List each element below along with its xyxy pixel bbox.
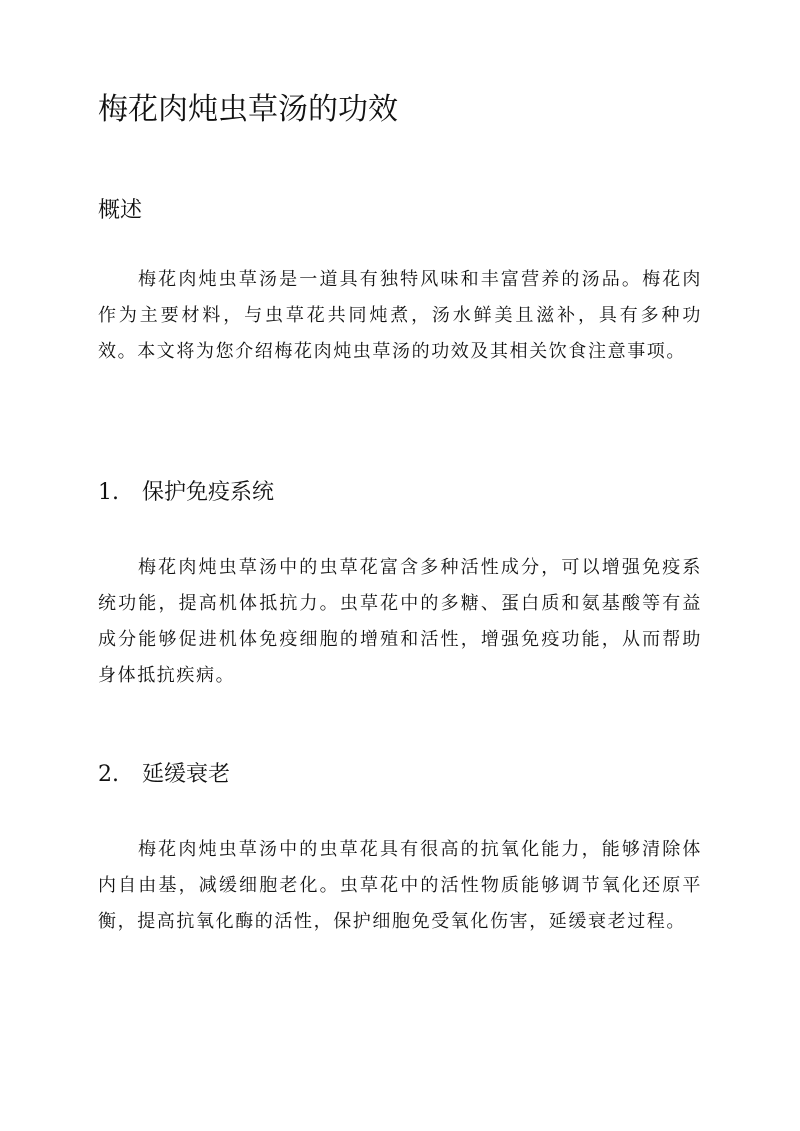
section-2-number: 2. bbox=[98, 762, 119, 787]
document-title: 梅花肉炖虫草汤的功效 bbox=[98, 92, 398, 127]
section-2-heading bbox=[98, 762, 230, 788]
section-2-paragraph: 梅花肉炖虫草汤中的虫草花具有很高的抗氧化能力，能够清除体内自由基，减缓细胞老化。虫草花中的活性物质能够调节氧化还原平衡，提高抗氧化酶的活性，保护细胞免受氧化伤害，延缓衰老过程。 bbox=[98, 839, 702, 932]
section-1-number: 1. bbox=[98, 480, 119, 505]
section-1-title: 保护免疫系统 bbox=[142, 480, 275, 505]
section-1-heading bbox=[98, 480, 274, 506]
overview-heading: 概述 bbox=[98, 198, 143, 223]
section-2-title: 延缓衰老 bbox=[142, 762, 231, 787]
section-1-paragraph: 梅花肉炖虫草汤中的虫草花富含多种活性成分，可以增强免疫系统功能，提高机体抵抗力。虫草花中的多糖、蛋白质和氨基酸等有益成分能够促进机体免疫细胞的增殖和活性，增强免疫功能，从而帮助身体抵抗疾病。 bbox=[98, 557, 702, 686]
overview-paragraph: 梅花肉炖虫草汤是一道具有独特风味和丰富营养的汤品。梅花肉作为主要材料，与虫草花共同炖煮，汤水鲜美且滋补，具有多种功效。本文将为您介绍梅花肉炖虫草汤的功效及其相关饮食注意事项。 bbox=[98, 269, 702, 362]
